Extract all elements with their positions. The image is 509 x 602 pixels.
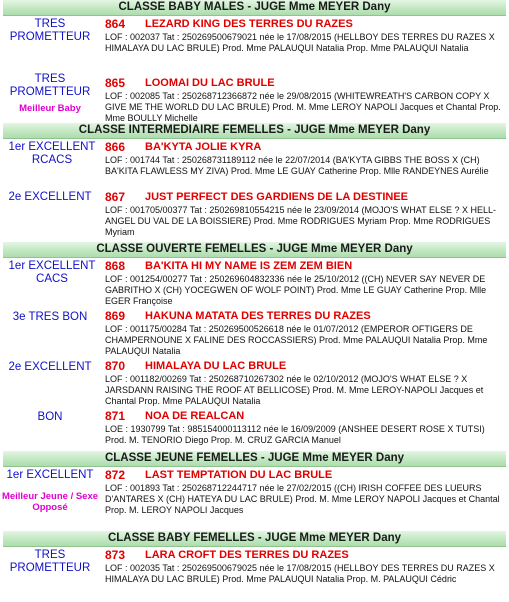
class-header-jeune-femelles: CLASSE JEUNE FEMELLES - JUGE Mme MEYER Dany [3,451,506,467]
class-header-ouverte-femelles: CLASSE OUVERTE FEMELLES - JUGE Mme MEYER Dany [3,242,506,258]
dog-entry-867 [0,189,509,242]
result-label: 2e EXCELLENT [8,361,92,373]
dog-details: LOF : 001254/00277 Tat : 250269604832336 née le 25/10/2012 ((CH) NEVER SAY NEVER DE GABRITHO X (CH) YOCEGWEN OF WOLF POINT) Prod. Mme LE GUAY Catherine Prop. Mlle EGER Françoise [105,274,487,306]
dog-name: HIMALAYA DU LAC BRULE [145,360,287,372]
result-label: TRES PROMETTEUR [9,18,91,43]
dog-entry-866 [0,139,509,189]
class-header-baby-males: CLASSE BABY MALES - JUGE Mme MEYER Dany [3,0,506,16]
dog-name: BA'KITA HI MY NAME IS ZEM ZEM BIEN [145,260,353,272]
result-label: 1er EXCELLENT RCACS [8,141,96,166]
dog-details: LOF : 001893 Tat : 250268712244717 née le 27/02/2015 ((CH) IRISH COFFEE DES LUEURS D'ANTARES X (CH) HATEYA DU LAC BRULE) Prod. M. Mme LEROY NAPOLI Jacques et Chantal Prop. M. LEROY NAPOLI Jacques [105,483,500,515]
result-label: 2e EXCELLENT [8,191,92,203]
dog-details: LOF : 002037 Tat : 250269500679021 née le 17/08/2015 (HELLBOY DES TERRES DU RAZES X HIMALAYA DU LAC BRULE) Prod. Mme PALAUQUI Natalia Prop. Mme PALAUQUI Natalia [105,32,495,53]
award-label: Meilleur Jeune / Sexe Opposé [1,491,99,513]
dog-entry-870 [0,358,509,408]
dog-entry-865 [0,75,509,123]
dog-details: LOF : 001705/00377 Tat : 250269810554215 née le 23/09/2014 (MOJO'S WHAT ELSE ? X HELL-ANGEL DU VAL DE LA BOISSIERE) Prod. Mme RODRIGUES Myriam Prop. Mme RODRIGUES Myriam [105,205,496,237]
result-label: 1er EXCELLENT Meilleur Jeune / Sexe Opposé [1,469,99,513]
dog-details: LOF : 002035 Tat : 250269500679025 née le 17/08/2015 (HELLBOY DES TERRES DU RAZES X HIMALAYA DU LAC BRULE) Prod. Mme PALAUQUI Natalia Prop. M. PALAUQUI Cédric [105,563,495,584]
dog-number: 870 [105,359,126,373]
dog-name: LAST TEMPTATION DU LAC BRULE [145,469,333,481]
dog-number: 871 [105,409,126,423]
result-label: BON [37,411,63,423]
dog-number: 869 [105,309,126,323]
dog-entry-868 [0,258,509,308]
dog-number: 872 [105,468,126,482]
dog-number: 865 [105,76,126,90]
class-header-intermediaire-femelles: CLASSE INTERMEDIAIRE FEMELLES - JUGE Mme MEYER Dany [3,123,506,139]
dog-name: JUST PERFECT DES GARDIENS DE LA DESTINEE [145,191,409,203]
dog-number: 866 [105,140,126,154]
dog-details: LOF : 001175/00284 Tat : 250269500526618 née le 01/07/2012 (EMPEROR OFTIGERS DE CHAMPERNOUNE X FALINE DES ROCCASSIERS) Prod. Mme PALAUQUI Natalia Prop. Mme PALAUQUI Natalia [105,324,488,356]
dog-details: LOE : 1930799 Tat : 985154000113112 née le 16/09/2009 (ANSHEE DESERT ROSE X TUTSI) Prod. M. TENORIO Diego Prop. M. CRUZ GARCIA Manuel [105,424,485,445]
result-label: TRES PROMETTEUR [9,549,91,574]
award-label: Meilleur Baby [19,103,81,114]
dog-entry-869 [0,308,509,358]
result-label: 1er EXCELLENT CACS [8,260,96,285]
dog-name: NOA DE REALCAN [145,410,245,422]
dog-name: LEZARD KING DES TERRES DU RAZES [145,18,353,30]
dog-details: LOF : 001744 Tat : 250268731189112 née le 22/07/2014 (BA'KYTA GIBBS THE BOSS X (CH) BA'KITA FLAWLESS MY ZIVA) Prod. Mme LE GUAY Catherine Prop. Mlle RANDEYNES Aurélie [105,155,489,176]
dog-entry-864 [0,16,509,75]
dog-name: HAKUNA MATATA DES TERRES DU RAZES [145,310,371,322]
dog-name: LOOMAI DU LAC BRULE [145,77,275,89]
class-header-baby-femelles: CLASSE BABY FEMELLES - JUGE Mme MEYER Dany [3,531,506,547]
dog-number: 867 [105,190,126,204]
result-label: TRES PROMETTEUR Meilleur Baby [0,73,100,115]
dog-entry-871 [0,408,509,451]
dog-details: LOF : 001182/00269 Tat : 250268710267302 née le 02/10/2012 (MOJO'S WHAT ELSE ? X JARSDANN RAISING THE ROOF AT BELLICOSE) Prod. M. Mme LEROY-NAPOLI Jacques et Chantal Prop. Mme PALAUQUI Natalia [105,374,484,406]
dog-number: 864 [105,17,126,31]
dog-number: 873 [105,548,126,562]
dog-entry-873 [0,547,509,602]
dog-number: 868 [105,259,126,273]
dog-name: BA'KYTA JOLIE KYRA [145,141,262,153]
dog-details: LOF : 002085 Tat : 250268712366872 née le 29/08/2015 (WHITEWREATH'S CARBON COPY X GIVE ME THE WORLD DU LAC BRULE) Prod. M. Mme LEROY NAPOLI Jacques et Chantal Prop. Mme BOULLY Michelle [105,91,501,123]
result-label: 3e TRES BON [12,311,88,323]
dog-entry-872 [0,467,509,531]
dog-name: LARA CROFT DES TERRES DU RAZES [145,549,349,561]
